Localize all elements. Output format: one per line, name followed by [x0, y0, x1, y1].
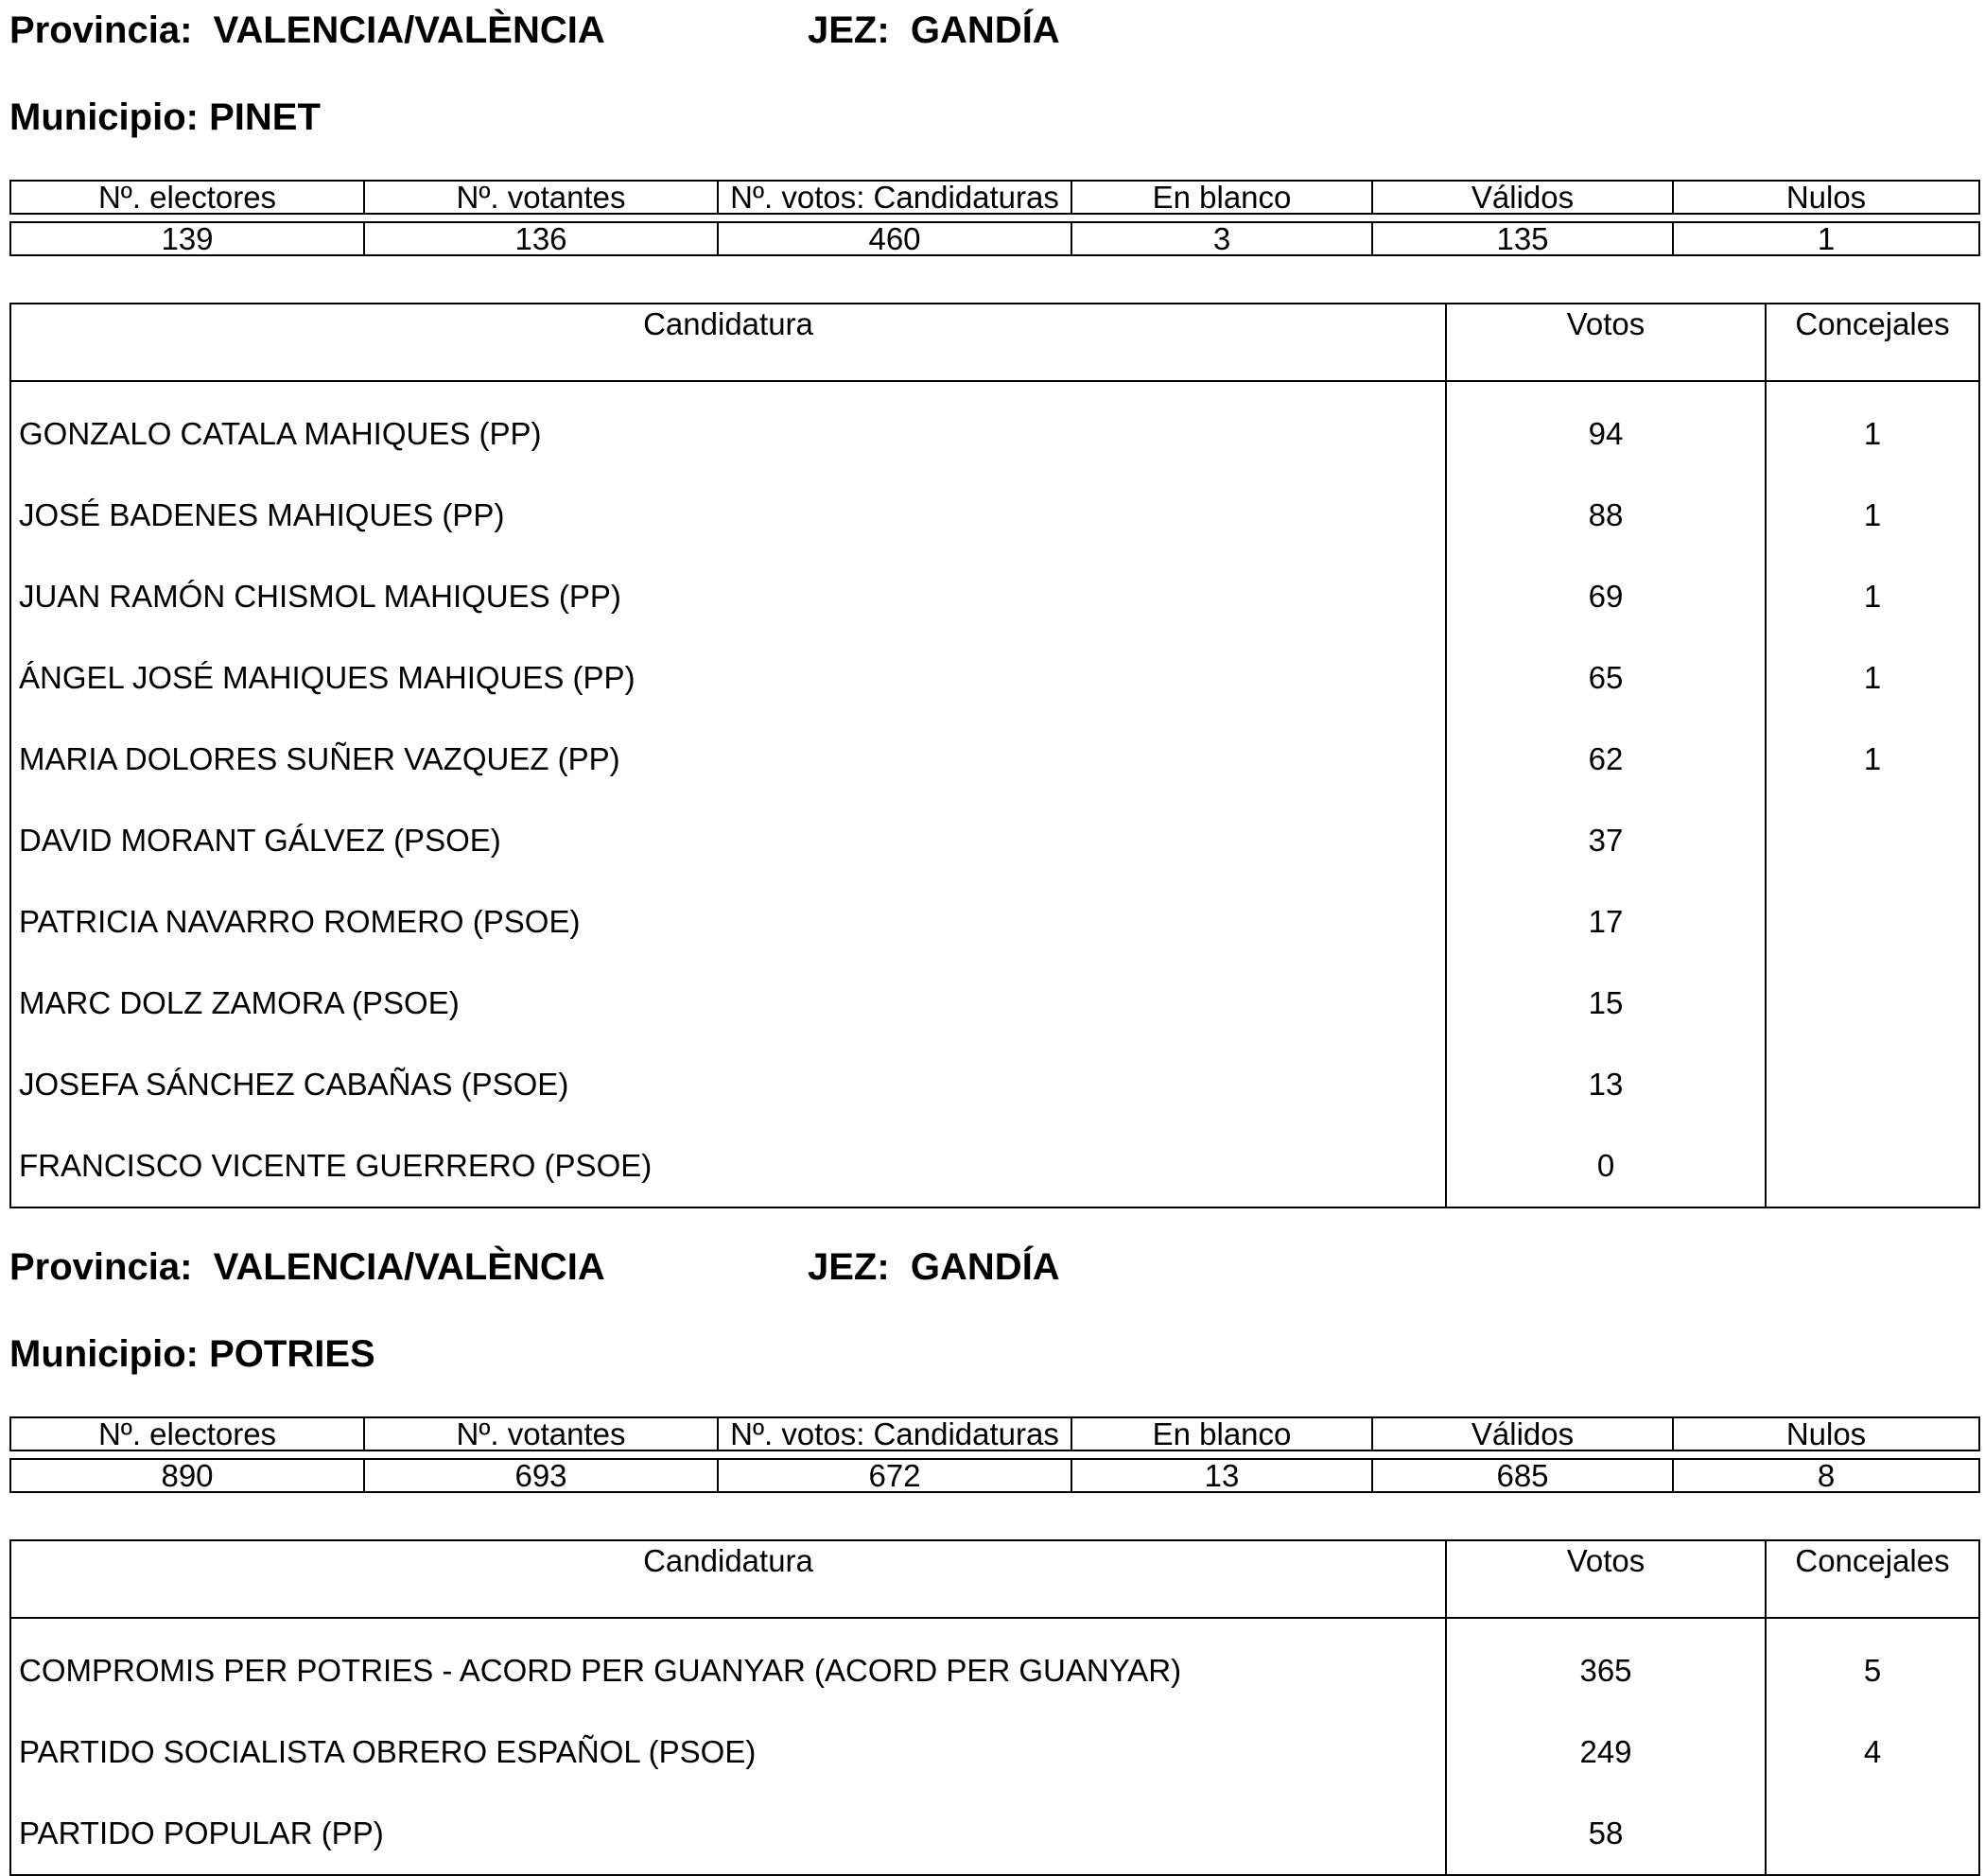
candidate-concejales: 4	[1863, 1734, 1882, 1769]
candidate-votos: 365	[1446, 1618, 1766, 1711]
table-row	[10, 381, 1979, 475]
stats-header-en-blanco: En blanco	[1071, 181, 1372, 214]
candidate-concejales	[1766, 881, 1979, 963]
stats-value-nulos: 8	[1673, 1459, 1979, 1492]
jez-value: GANDÍA	[910, 1246, 1060, 1288]
jez-label: JEZ:	[808, 1246, 890, 1288]
municipio-label: Municipio:	[9, 1333, 199, 1375]
candidate-concejales: 1	[1863, 416, 1882, 451]
col-header-candidatura: Candidatura	[10, 1540, 1446, 1618]
stats-value-electores: 890	[10, 1459, 364, 1492]
candidate-votos: 17	[1446, 881, 1766, 963]
stats-value-table	[9, 1458, 1980, 1493]
stats-header-electores: Nº. electores	[10, 181, 364, 214]
candidate-concejales	[1766, 1044, 1979, 1125]
candidate-name: JUAN RAMÓN CHISMOL MAHIQUES (PP)	[10, 556, 1446, 637]
stats-header-nulos: Nulos	[1673, 1417, 1979, 1450]
jez-header	[808, 1244, 1060, 1290]
candidate-votos: 13	[1446, 1044, 1766, 1125]
candidate-votos: 58	[1446, 1793, 1766, 1875]
candidate-concejales: 1	[1863, 579, 1882, 614]
candidate-name: FRANCISCO VICENTE GUERRERO (PSOE)	[10, 1125, 1446, 1207]
table-row	[10, 1711, 1979, 1793]
stats-header-table	[9, 1416, 1980, 1451]
col-header-concejales: Concejales	[1766, 304, 1979, 381]
stats-header-electores: Nº. electores	[10, 1417, 364, 1450]
candidate-concejales	[1766, 1125, 1979, 1207]
stats-value-validos: 685	[1372, 1459, 1673, 1492]
col-header-votos: Votos	[1446, 304, 1766, 381]
provincia-header	[9, 8, 605, 53]
municipio-label: Municipio:	[9, 96, 199, 138]
candidate-votos: 88	[1446, 475, 1766, 556]
stats-value-en-blanco: 3	[1071, 222, 1372, 255]
stats-value-table	[9, 221, 1980, 256]
table-row	[10, 963, 1979, 1044]
candidate-votos: 65	[1446, 637, 1766, 719]
col-header-votos: Votos	[1446, 1540, 1766, 1618]
candidate-concejales	[1766, 963, 1979, 1044]
provincia-label: Provincia:	[9, 9, 193, 51]
candidate-votos: 94	[1446, 381, 1766, 475]
table-row	[10, 637, 1979, 719]
candidate-name: PARTIDO SOCIALISTA OBRERO ESPAÑOL (PSOE)	[10, 1711, 1446, 1793]
candidate-name: GONZALO CATALA MAHIQUES (PP)	[10, 381, 1446, 475]
stats-header-validos: Válidos	[1372, 1417, 1673, 1450]
stats-header-nulos: Nulos	[1673, 181, 1979, 214]
stats-header-en-blanco: En blanco	[1071, 1417, 1372, 1450]
candidate-votos: 249	[1446, 1711, 1766, 1793]
stats-header-validos: Válidos	[1372, 181, 1673, 214]
municipio-value: PINET	[209, 96, 321, 138]
table-row	[10, 1793, 1979, 1875]
stats-header-votantes: Nº. votantes	[364, 181, 718, 214]
provincia-value: VALENCIA/VALÈNCIA	[213, 9, 605, 51]
table-row	[10, 800, 1979, 881]
col-header-concejales: Concejales	[1766, 1540, 1979, 1618]
stats-header-table	[9, 180, 1980, 215]
candidate-concejales: 5	[1863, 1653, 1882, 1688]
table-row	[10, 556, 1979, 637]
jez-label: JEZ:	[808, 9, 890, 51]
provincia-label: Provincia:	[9, 1246, 193, 1288]
candidate-concejales	[1766, 800, 1979, 881]
stats-value-votantes: 693	[364, 1459, 718, 1492]
municipio-value: POTRIES	[209, 1333, 375, 1375]
candidaturas-table	[9, 1539, 1980, 1876]
candidate-votos: 15	[1446, 963, 1766, 1044]
candidate-name: PATRICIA NAVARRO ROMERO (PSOE)	[10, 881, 1446, 963]
jez-value: GANDÍA	[910, 9, 1060, 51]
stats-value-validos: 135	[1372, 222, 1673, 255]
candidaturas-table	[9, 303, 1980, 1208]
municipio-title	[9, 95, 321, 140]
table-row	[10, 719, 1979, 800]
candidate-name: ÁNGEL JOSÉ MAHIQUES MAHIQUES (PP)	[10, 637, 1446, 719]
candidate-concejales: 1	[1863, 497, 1882, 532]
stats-value-nulos: 1	[1673, 222, 1979, 255]
candidate-name: PARTIDO POPULAR (PP)	[10, 1793, 1446, 1875]
candidate-name: JOSEFA SÁNCHEZ CABAÑAS (PSOE)	[10, 1044, 1446, 1125]
table-row	[10, 1618, 1979, 1711]
candidate-name: DAVID MORANT GÁLVEZ (PSOE)	[10, 800, 1446, 881]
table-row	[10, 1044, 1979, 1125]
candidate-name: JOSÉ BADENES MAHIQUES (PP)	[10, 475, 1446, 556]
candidate-concejales	[1766, 1793, 1979, 1875]
stats-header-votos-candidaturas: Nº. votos: Candidaturas	[718, 1417, 1071, 1450]
candidate-votos: 37	[1446, 800, 1766, 881]
table-row	[10, 1125, 1979, 1207]
candidate-name: MARIA DOLORES SUÑER VAZQUEZ (PP)	[10, 719, 1446, 800]
jez-header	[808, 8, 1060, 53]
provincia-value: VALENCIA/VALÈNCIA	[213, 1246, 605, 1288]
stats-value-votos-candidaturas: 672	[718, 1459, 1071, 1492]
candidate-votos: 62	[1446, 719, 1766, 800]
stats-value-en-blanco: 13	[1071, 1459, 1372, 1492]
municipio-title	[9, 1331, 375, 1377]
table-row	[10, 475, 1979, 556]
stats-header-votantes: Nº. votantes	[364, 1417, 718, 1450]
stats-value-electores: 139	[10, 222, 364, 255]
candidate-name: MARC DOLZ ZAMORA (PSOE)	[10, 963, 1446, 1044]
candidate-votos: 0	[1446, 1125, 1766, 1207]
stats-value-votos-candidaturas: 460	[718, 222, 1071, 255]
candidate-concejales: 1	[1863, 741, 1882, 776]
col-header-candidatura: Candidatura	[10, 304, 1446, 381]
provincia-header	[9, 1244, 605, 1290]
stats-header-votos-candidaturas: Nº. votos: Candidaturas	[718, 181, 1071, 214]
candidate-name: COMPROMIS PER POTRIES - ACORD PER GUANYAR (ACORD PER GUANYAR)	[10, 1618, 1446, 1711]
stats-value-votantes: 136	[364, 222, 718, 255]
candidate-concejales: 1	[1863, 660, 1882, 695]
candidate-votos: 69	[1446, 556, 1766, 637]
table-row	[10, 881, 1979, 963]
